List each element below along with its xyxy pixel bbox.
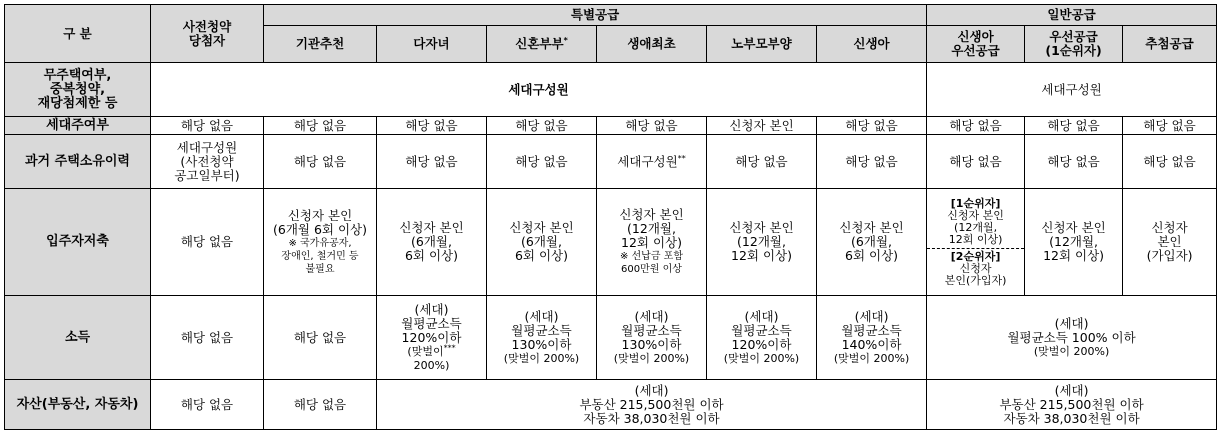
cell: 해당 없음 bbox=[1025, 135, 1123, 189]
header-elderly-support: 노부모부양 bbox=[707, 26, 817, 63]
income-general: (세대) 월평균소득 100% 이하 (맞벌이 200%) bbox=[927, 296, 1217, 380]
savings-lottery: 신청자 본인 (가입자) bbox=[1123, 189, 1217, 296]
cell: 해당 없음 bbox=[264, 117, 377, 135]
savings-newlywed: 신청자 본인 (6개월, 6회 이상) bbox=[487, 189, 597, 296]
cell: 해당 없음 bbox=[707, 135, 817, 189]
cell: 해당 없음 bbox=[151, 380, 264, 430]
income-first-time: (세대) 월평균소득 130%이하 (맞벌이 200%) bbox=[597, 296, 707, 380]
income-newlywed: (세대) 월평균소득 130%이하 (맞벌이 200%) bbox=[487, 296, 597, 380]
income-multi-child: (세대) 월평균소득 120%이하 (맞벌이*** 200%) bbox=[377, 296, 487, 380]
row-label-savings: 입주자저축 bbox=[5, 189, 151, 296]
savings-priority1: 신청자 본인 (12개월, 12회 이상) bbox=[1025, 189, 1123, 296]
row-label-income: 소득 bbox=[5, 296, 151, 380]
cell: 해당 없음 bbox=[1025, 117, 1123, 135]
assets-general: (세대) 부동산 215,500천원 이하 자동차 38,030천원 이하 bbox=[927, 380, 1217, 430]
row-savings bbox=[5, 189, 1217, 296]
cell: 해당 없음 bbox=[927, 117, 1025, 135]
income-elderly: (세대) 월평균소득 120%이하 (맞벌이 200%) bbox=[707, 296, 817, 380]
savings-gen-newborn bbox=[927, 189, 1025, 296]
header-category: 구 분 bbox=[5, 5, 151, 63]
savings-agency: 신청자 본인 (6개월 6회 이상) ※ 국가유공자, 장애인, 철거민 등 불필요 bbox=[264, 189, 377, 296]
header-special-supply: 특별공급 bbox=[264, 5, 927, 26]
cell: 해당 없음 bbox=[1123, 135, 1217, 189]
row-label-householder: 세대주여부 bbox=[5, 117, 151, 135]
row-label-ownership: 과거 주택소유이력 bbox=[5, 135, 151, 189]
homeless-general-value: 세대구성원 bbox=[927, 63, 1217, 117]
savings-first-time: 신청자 본인 (12개월, 12회 이상) ※ 선납금 포함 600만원 이상 bbox=[597, 189, 707, 296]
savings-gen-newborn-first: [1순위자] 신청자 본인 (12개월, 12회 이상) bbox=[927, 198, 1024, 249]
header-agency: 기관추천 bbox=[264, 26, 377, 63]
income-newborn: (세대) 월평균소득 140%이하 (맞벌이 200%) bbox=[817, 296, 927, 380]
header-pre-winner: 사전청약 당첨자 bbox=[151, 5, 264, 63]
cell: 해당 없음 bbox=[597, 117, 707, 135]
eligibility-table bbox=[4, 4, 1217, 430]
row-income bbox=[5, 296, 1217, 380]
row-ownership bbox=[5, 135, 1217, 189]
savings-elderly: 신청자 본인 (12개월, 12회 이상) bbox=[707, 189, 817, 296]
cell: 해당 없음 bbox=[264, 380, 377, 430]
row-label-homeless: 무주택여부, 중복청약, 재당첨제한 등 bbox=[5, 63, 151, 117]
cell: 해당 없음 bbox=[264, 296, 377, 380]
row-assets bbox=[5, 380, 1217, 430]
header-newlywed: 신혼부부* bbox=[487, 26, 597, 63]
savings-multi-child: 신청자 본인 (6개월, 6회 이상) bbox=[377, 189, 487, 296]
cell: 해당 없음 bbox=[377, 135, 487, 189]
header-row-1 bbox=[5, 5, 1217, 26]
header-general-supply: 일반공급 bbox=[927, 5, 1217, 26]
cell: 해당 없음 bbox=[264, 135, 377, 189]
cell: 해당 없음 bbox=[487, 135, 597, 189]
header-gen-lottery: 추첨공급 bbox=[1123, 26, 1217, 63]
row-householder bbox=[5, 117, 1217, 135]
cell: 해당 없음 bbox=[151, 117, 264, 135]
header-first-time: 생애최초 bbox=[597, 26, 707, 63]
header-multi-child: 다자녀 bbox=[377, 26, 487, 63]
savings-gen-newborn-second: [2순위자] 신청자 본인(가입자) bbox=[944, 249, 1007, 287]
homeless-special-value: 세대구성원 bbox=[151, 63, 927, 117]
ownership-first-time: 세대구성원** bbox=[597, 135, 707, 189]
header-gen-priority: 우선공급 (1순위자) bbox=[1025, 26, 1123, 63]
cell: 해당 없음 bbox=[817, 117, 927, 135]
cell: 해당 없음 bbox=[151, 189, 264, 296]
assets-special: (세대) 부동산 215,500천원 이하 자동차 38,030천원 이하 bbox=[377, 380, 927, 430]
cell: 해당 없음 bbox=[1123, 117, 1217, 135]
cell: 해당 없음 bbox=[487, 117, 597, 135]
header-gen-newborn: 신생아 우선공급 bbox=[927, 26, 1025, 63]
header-newborn: 신생아 bbox=[817, 26, 927, 63]
row-label-assets: 자산(부동산, 자동차) bbox=[5, 380, 151, 430]
cell: 해당 없음 bbox=[927, 135, 1025, 189]
cell: 해당 없음 bbox=[151, 296, 264, 380]
cell: 해당 없음 bbox=[817, 135, 927, 189]
savings-newborn: 신청자 본인 (6개월, 6회 이상) bbox=[817, 189, 927, 296]
ownership-pre: 세대구성원 (사전청약 공고일부터) bbox=[151, 135, 264, 189]
cell: 신청자 본인 bbox=[707, 117, 817, 135]
row-homeless bbox=[5, 63, 1217, 117]
cell: 해당 없음 bbox=[377, 117, 487, 135]
